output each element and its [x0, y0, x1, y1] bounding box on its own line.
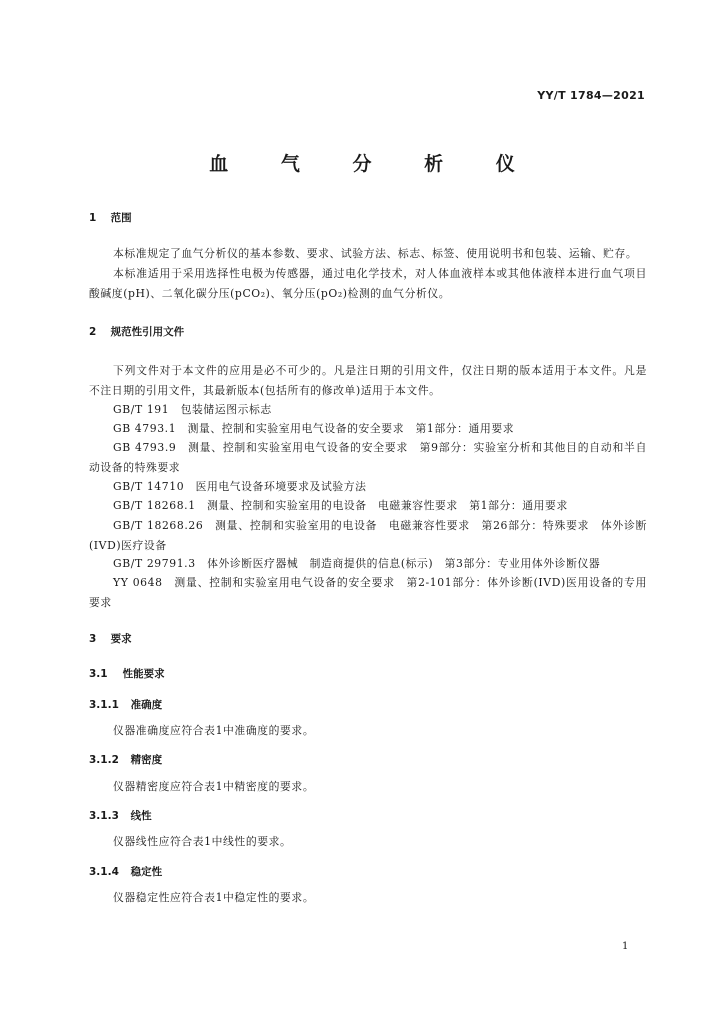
- reference-item: GB 4793.9 测量、控制和实验室用电气设备的安全要求 第9部分：实验室分析和其他目的自动和半自动设备的特殊要求: [89, 441, 647, 474]
- paragraph: 本标准适用于采用选择性电极为传感器，通过电化学技术，对人体血液样本或其他体液样本进行血气项目酸碱度(pH)、二氧化碳分压(pCO₂)、氧分压(pO₂)检测的血气分析仪。: [89, 267, 647, 300]
- reference-item: GB/T 14710 医用电气设备环境要求及试验方法: [113, 480, 367, 493]
- paragraph: 本标准规定了血气分析仪的基本参数、要求、试验方法、标志、标签、使用说明书和包装、运输、贮存。: [113, 247, 638, 260]
- section-3-heading: [89, 631, 132, 646]
- section-1-heading: [89, 210, 132, 225]
- section-number: 3.1.1: [89, 699, 119, 711]
- reference-item: GB/T 18268.26 测量、控制和实验室用的电设备 电磁兼容性要求 第26部分：特殊要求 体外诊断(IVD)医疗设备: [89, 519, 647, 552]
- section-title: 线性: [130, 810, 152, 822]
- section-3-1-3-heading: [89, 808, 152, 823]
- section-number: 3.1.3: [89, 810, 119, 822]
- reference-item: GB 4793.1 测量、控制和实验室用电气设备的安全要求 第1部分：通用要求: [113, 422, 515, 435]
- section-title: 性能要求: [122, 668, 165, 680]
- section-2-heading: [89, 324, 184, 339]
- reference-item: GB/T 18268.1 测量、控制和实验室用的电设备 电磁兼容性要求 第1部分：通用要求: [113, 499, 568, 512]
- reference-item: YY 0648 测量、控制和实验室用电气设备的安全要求 第2-101部分：体外诊断(IVD)医用设备的专用要求: [89, 576, 647, 609]
- section-title: 精密度: [130, 754, 163, 766]
- paragraph: 仪器线性应符合表1中线性的要求。: [113, 835, 292, 848]
- paragraph: 仪器稳定性应符合表1中稳定性的要求。: [113, 891, 315, 904]
- section-title: 规范性引用文件: [110, 326, 185, 338]
- section-title: 稳定性: [130, 866, 163, 878]
- section-number: 3.1: [89, 668, 108, 680]
- paragraph: 仪器准确度应符合表1中准确度的要求。: [113, 724, 315, 737]
- section-3-1-4-heading: [89, 864, 162, 879]
- section-number: 1: [89, 212, 97, 224]
- section-3-1-1-heading: [89, 697, 162, 712]
- section-title: 要求: [110, 633, 132, 645]
- reference-item: GB/T 29791.3 体外诊断医疗器械 制造商提供的信息(标示) 第3部分：专业用体外诊断仪器: [113, 557, 601, 570]
- paragraph: 仪器精密度应符合表1中精密度的要求。: [113, 780, 315, 793]
- section-number: 3: [89, 633, 97, 645]
- section-title: 范围: [110, 212, 132, 224]
- section-title: 准确度: [130, 699, 163, 711]
- standard-code: YY/T 1784—2021: [537, 89, 645, 102]
- section-3-1-2-heading: [89, 752, 162, 767]
- document-title: 血 气 分 析 仪: [209, 153, 538, 175]
- section-number: 2: [89, 326, 97, 338]
- section-number: 3.1.2: [89, 754, 119, 766]
- reference-item: GB/T 191 包装储运图示标志: [113, 403, 272, 416]
- section-number: 3.1.4: [89, 866, 119, 878]
- page-number: 1: [622, 941, 629, 952]
- section-3-1-heading: [89, 666, 165, 681]
- paragraph: 下列文件对于本文件的应用是必不可少的。凡是注日期的引用文件，仅注日期的版本适用于本文件。凡是不注日期的引用文件，其最新版本(包括所有的修改单)适用于本文件。: [89, 364, 647, 397]
